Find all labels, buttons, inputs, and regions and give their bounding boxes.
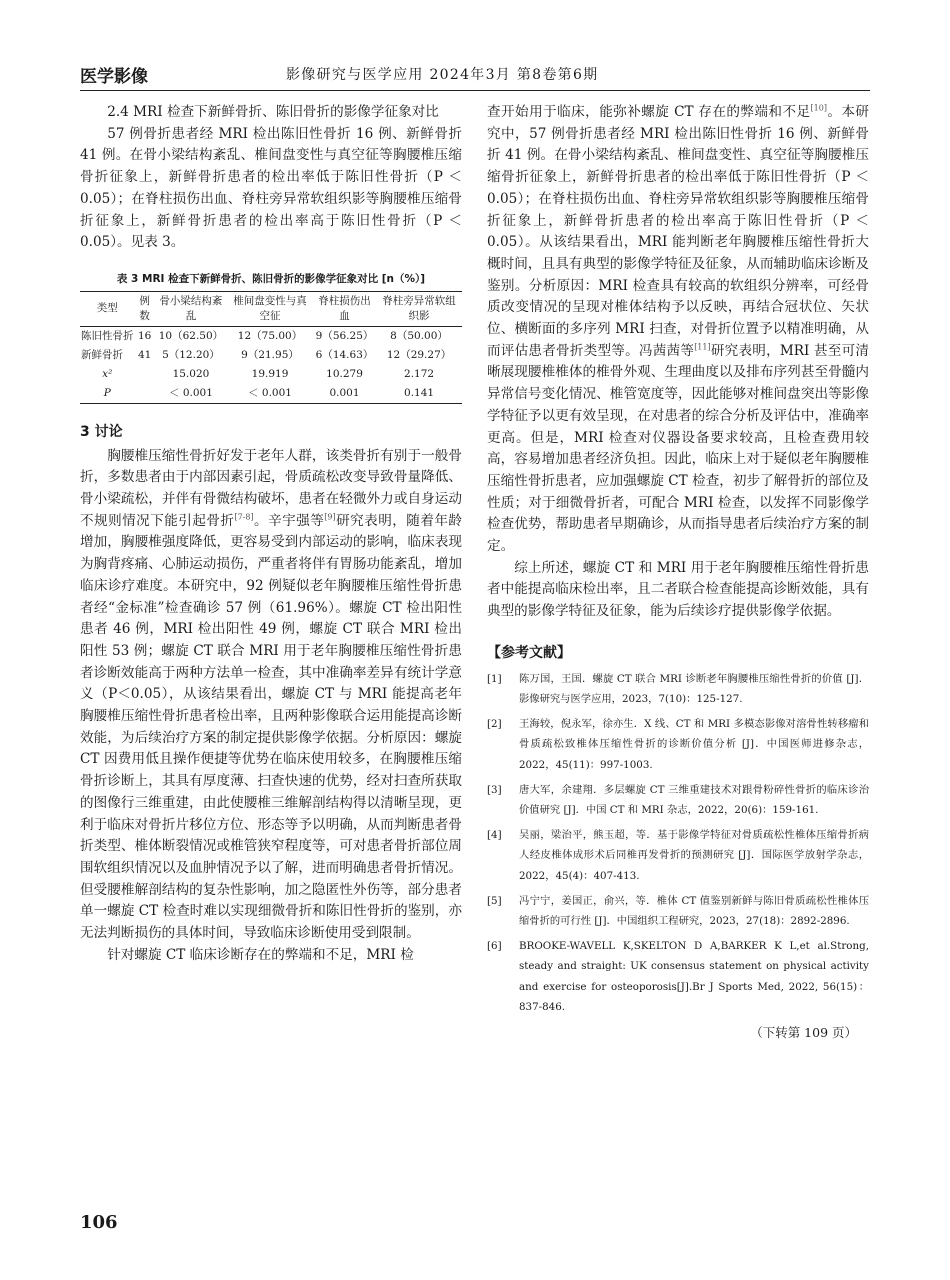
reference-item <box>487 714 869 776</box>
table-cell: 0.141 <box>376 384 462 404</box>
right-column <box>487 102 869 1044</box>
table-cell: 15.020 <box>172 367 210 380</box>
table-row <box>80 384 462 404</box>
table-cell: 8（50.00） <box>390 329 448 342</box>
table-cell: x² <box>102 367 113 380</box>
citation: [11] <box>694 342 711 352</box>
reference-text: 唐大军，余建翔．多层螺旋 CT 三维重建技术对跟骨粉碎性骨折的临床诊治价值研究 [J]．中国 CT 和 MRI 杂志，2022，20(6)：159-161. <box>519 783 869 817</box>
table-cell <box>135 384 155 404</box>
table-cell: 10.279 <box>326 367 363 380</box>
table-cell: 5（12.20） <box>162 348 220 361</box>
paragraph: 综上所述，螺旋 CT 和 MRI 用于老年胸腰椎压缩性骨折患者中能提高临床检出率，且二者联合检查能提高诊断效能，具有典型的影像学特征及征象，能为后续诊疗提供影像学依据。 <box>487 559 869 620</box>
text-run: 。辛宇强等 <box>253 512 325 529</box>
table-row <box>80 326 462 346</box>
table-cell: ＜ 0.001 <box>227 384 313 404</box>
table-header-row <box>80 291 462 326</box>
section-label: 医学影像 <box>80 67 148 87</box>
reference-number: [1] <box>487 672 502 685</box>
table-row <box>80 346 462 365</box>
running-header <box>80 62 870 86</box>
text-run: 研究表明，随着年龄增加，胸腰椎强度降低，更容易受到内部运动的影响，临床表现为胸背疼痛、心肺运动损伤，严重者将伴有胃肠功能紊乱，增加临床诊疗难度。本研究中，92 例疑似老年胸腰椎压缩性骨折患者经“金标准”检查确诊 57 例（61.96%）。螺旋 CT 检出阳性患者 46 例，MRI 检出阳性 49 例，螺旋 CT 联合 MRI 检出阳性 53 例；螺旋 CT 联合 MRI 用于老年胸腰椎压缩性骨折患者诊断效能高于两种方法单一检查，其中准确率差异有统计学意义（P＜0.05），从该结果看出，螺旋 CT 与 MRI 能提高老年胸腰椎压缩性骨折患者检出率，且两种影像联合运用能提高诊断效能，为后续治疗方案的制定提供影像学依据。分析原因：螺旋 CT 因费用低且操作便捷等优势在临床使用较多，在胸腰椎压缩骨折诊断上，其具有厚度薄、扫查快速的优势，经对扫查所获取的图像行三维重建，由此使腰椎三维解剖结构得以清晰呈现，更利于临床对骨折片移位方位、形态等予以明确，从而判断患者骨折类型、椎体断裂情况或椎管狭窄程度等，可对患者骨折部位周围软组织情况以及血肿情况予以了解，进而明确患者骨折情况。但受腰椎解剖结构的复杂性影响，加之隐匿性外伤等，部分患者单一螺旋 CT 检查时难以实现细微骨折和陈旧性骨折的鉴别，亦无法判断损伤的具体时间，导致临床诊断使用受到限制。 <box>80 512 463 942</box>
reference-text: 吴丽，梁治平，熊玉超，等．基于影像学特征对骨质疏松性椎体压缩骨折病人经皮椎体成形术后同椎再发骨折的预测研究 [J]．国际医学放射学杂志，2022，45(4)：407-413. <box>519 828 869 882</box>
citation: [9] <box>324 512 336 522</box>
table-cell: 9（56.25） <box>315 329 374 342</box>
table-cell: 6（14.63） <box>315 348 374 361</box>
reference-number: [2] <box>487 717 502 730</box>
paragraph: 针对螺旋 CT 临床诊断存在的弊端和不足，MRI 检 <box>107 946 414 963</box>
subsection-heading: 2.4 MRI 检查下新鲜骨折、陈旧骨折的影像学征象对比 <box>107 104 439 120</box>
reference-item <box>487 825 869 887</box>
reference-text: 冯宁宁，姜国正，俞兴，等．椎体 CT 值鉴别新鲜与陈旧骨质疏松性椎体压缩骨折的可行性 [J]．中国组织工程研究，2023，27(18)：2892-2896. <box>519 894 869 928</box>
citation: [7-8] <box>234 512 254 522</box>
reference-item <box>487 936 869 1018</box>
table-cell: 41 <box>137 348 152 361</box>
table-cell: 12（29.27） <box>386 348 452 361</box>
continued-note: （下转第 109 页） <box>750 1025 857 1041</box>
table-row <box>80 365 462 384</box>
table-header-cell: 椎间盘变性与真空征 <box>227 291 313 326</box>
page-number: 106 <box>80 1212 118 1233</box>
table-header-cell: 类型 <box>80 291 135 326</box>
reference-text: 陈万国，王国．螺旋 CT 联合 MRI 诊断老年胸腰椎压缩性骨折的价值 [J]．影像研究与医学应用，2023，7(10)：125-127. <box>519 672 869 706</box>
text-run: 胸腰椎压缩性骨折好发于老年人群，该类骨折有别于一般骨折，多数患者由于内部因素引起，骨质疏松改变导致骨量降低、骨小梁疏松，并伴有骨微结构破坏，患者在轻微外力或自身运动不规则情况下能引起骨折 <box>80 447 462 529</box>
table-header-cell: 骨小梁结构紊乱 <box>155 291 227 326</box>
reference-number: [5] <box>487 894 502 907</box>
reference-number: [6] <box>487 939 502 952</box>
references-heading: 【参考文献】 <box>487 644 571 661</box>
reference-number: [4] <box>487 828 502 841</box>
table-cell: 10（62.50） <box>158 329 224 342</box>
citation: [10] <box>810 103 827 113</box>
table-header-cell: 例数 <box>135 291 155 326</box>
text-run: 查开始用于临床，能弥补螺旋 CT 存在的弊端和不足 <box>487 104 811 120</box>
table-cell: 0.001 <box>313 384 376 404</box>
reference-item <box>487 780 869 821</box>
table-cell: 9（21.95） <box>241 348 299 361</box>
reference-text: 王海较，倪永军，徐亦生．X 线、CT 和 MRI 多模态影像对溶骨性转移瘤和骨质疏松致椎体压缩性骨折的诊断价值分析 [J]．中国医师进修杂志，2022，45(11)：997-1003. <box>519 717 869 771</box>
reference-text: BROOKE-WAVELL K,SKELTON D A,BARKER K L,et al.Strong, steady and straight: UK consensus statement on physical activity and exercise for osteoporosis[J].Br J Sports Med, 2022, 56(15)：837-846. <box>519 939 869 1014</box>
paragraph <box>80 446 462 945</box>
text-run: 研究表明，MRI 甚至可清晰展现腰椎椎体的椎骨外观、生理曲度以及排布序列甚至骨髓内异常信号变化情况、椎管宽度等，因此能够对椎间盘突出等影像学特征予以更有效呈现，在对患者的综合分析及评估中，准确率更高。但是，MRI 检查对仪器设备要求较高，且检查费用较高，容易增加患者经济负担。因此，临床上对于疑似老年胸腰椎压缩性骨折患者，应加强螺旋 CT 检查，初步了解骨折的部位及性质；对于细微骨折者，可配合 MRI 检查，以发挥不同影像学检查优势，帮助患者早期确诊，从而指导患者后续治疗方案的制定。 <box>487 342 869 555</box>
section-heading: 3 讨论 <box>80 423 123 440</box>
left-column <box>80 102 462 967</box>
table-cell: 16 <box>137 329 152 342</box>
paragraph <box>487 102 869 558</box>
table-cell: 19.919 <box>251 367 289 380</box>
table-cell: 新鲜骨折 <box>81 348 123 361</box>
table-cell: 2.172 <box>404 367 435 380</box>
paragraph: 57 例骨折患者经 MRI 检出陈旧性骨折 16 例、新鲜骨折 41 例。在骨小梁结构紊乱、椎间盘变性与真空征等胸腰椎压缩骨折征象上，新鲜骨折患者的检出率低于陈旧性骨折（P ＜ 0.05）；在脊柱损伤出血、脊柱旁异常软组织影等胸腰椎压缩骨折征象上，新鲜骨折患者的检出率高于陈旧性骨折（P ＜ 0.05）。见表 3。 <box>80 125 462 251</box>
table-cell: 12（75.00） <box>237 329 303 342</box>
reference-item <box>487 891 869 932</box>
results-table <box>80 291 462 404</box>
table-header-cell: 脊柱损伤出血 <box>313 291 376 326</box>
table-cell: P <box>80 384 135 404</box>
table-cell <box>135 365 155 384</box>
table-caption: 表 3 MRI 检查下新鲜骨折、陈旧骨折的影像学征象对比 [n（%）] <box>116 272 426 285</box>
reference-number: [3] <box>487 783 502 796</box>
text-run: 。本研究中，57 例骨折患者经 MRI 检出陈旧性骨折 16 例、新鲜骨折 41 例。在骨小梁结构紊乱、椎间盘变性、真空征等胸腰椎压缩骨折征象上，新鲜骨折患者的检出率低于陈旧性骨折（P ＜ 0.05）；在脊柱损伤出血、脊柱旁异常软组织影等胸腰椎压缩骨折征象上，新鲜骨折患者的检出率高于陈旧性骨折（P ＜ 0.05）。从该结果看出，MRI 能判断老年胸腰椎压缩性骨折大概时间，且具有典型的影像学特征及征象，从而辅助临床诊断及鉴别。分析原因：MRI 检查具有较高的软组织分辨率，可经骨质改变情况的呈现对椎体结构予以反映，再结合冠状位、矢状位、横断面的多序列 MRI 扫查，对骨折位置予以精准明确，从而评估患者骨折类型等。冯茜茜等 <box>487 104 870 359</box>
table-cell: ＜ 0.001 <box>155 384 227 404</box>
header-rule <box>80 90 870 91</box>
table-cell: 陈旧性骨折 <box>81 329 134 342</box>
reference-item <box>487 669 869 710</box>
journal-line: 影像研究与医学应用 2024年3月 第8卷第6期 <box>286 67 599 83</box>
table-header-cell: 脊柱旁异常软组织影 <box>376 291 462 326</box>
